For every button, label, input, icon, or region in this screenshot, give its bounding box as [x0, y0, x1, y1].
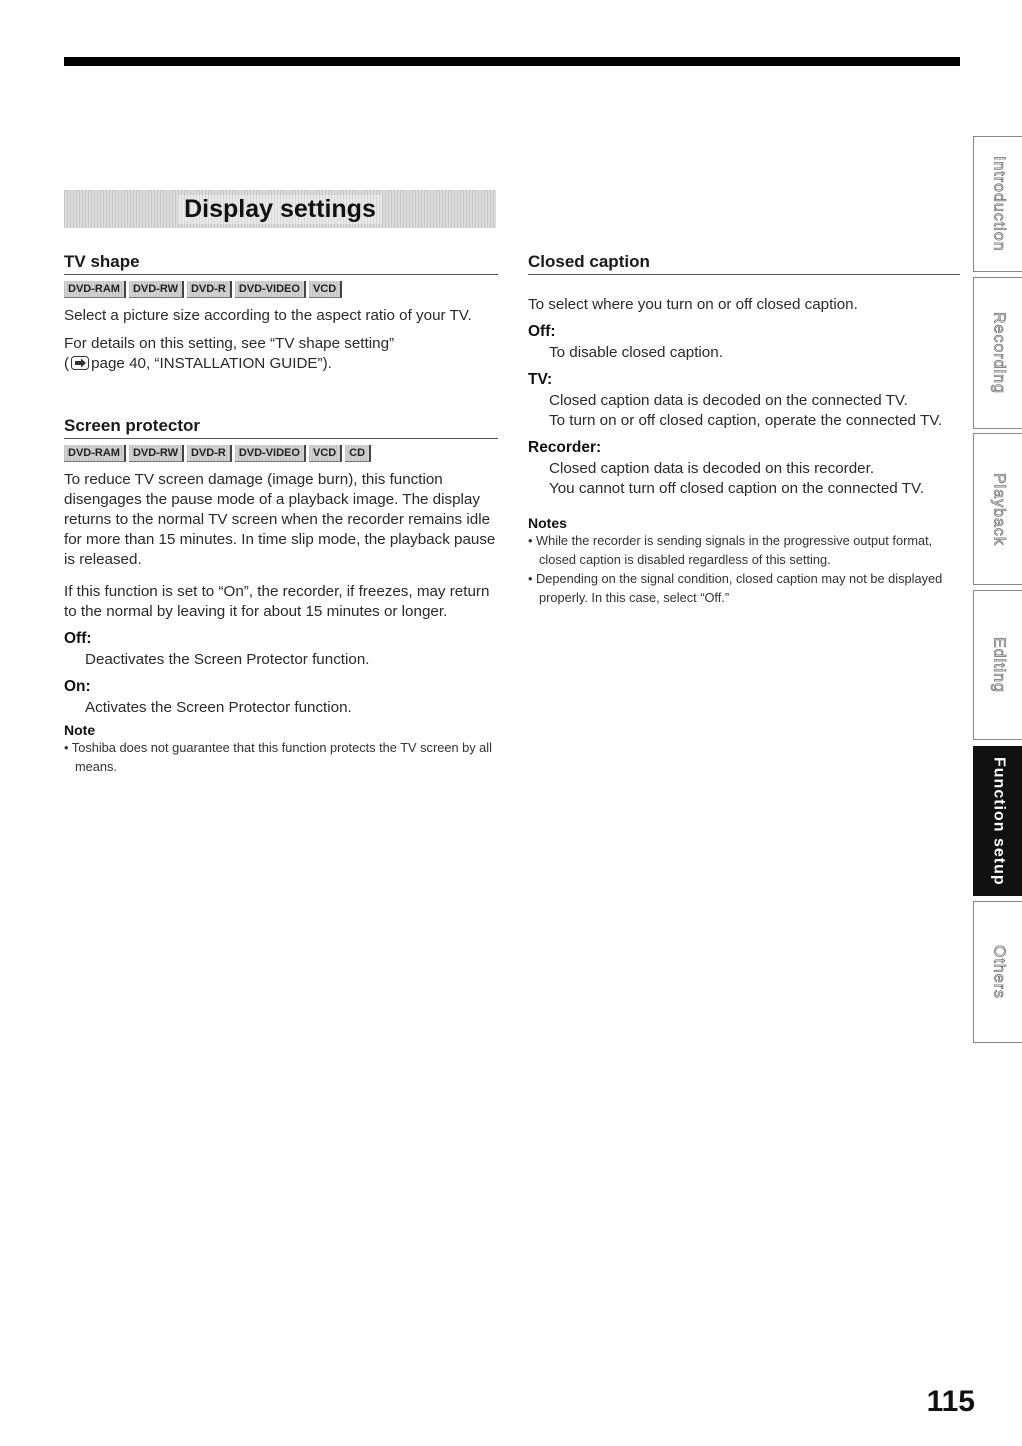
disc-badge-vcd: VCD: [309, 445, 342, 462]
tab-recording[interactable]: [973, 277, 1022, 429]
screen-protector-note-title: Note: [64, 722, 96, 738]
tv-shape-details-open: (: [64, 355, 70, 372]
page-reference-arrow-icon: [71, 356, 89, 370]
tab-introduction[interactable]: [973, 136, 1022, 272]
closed-caption-off-label: Off:: [528, 323, 556, 340]
disc-badge-cd: CD: [345, 445, 371, 462]
tab-function-setup[interactable]: [973, 746, 1022, 896]
tv-shape-disc-badges: [64, 281, 498, 298]
closed-caption-off-desc: To disable closed caption.: [549, 344, 723, 361]
tab-editing-label: Editing: [990, 637, 1008, 693]
tv-shape-details: [64, 334, 498, 374]
tab-editing[interactable]: [973, 590, 1022, 740]
closed-caption-note-2: • Depending on the signal condition, closed caption may not be displayed properly. In this case, select “Off.”: [528, 571, 943, 605]
disc-badge-dvd-ram: DVD-RAM: [64, 281, 126, 298]
screen-protector-off-label: Off:: [64, 630, 92, 647]
closed-caption-tv-desc-2: To turn on or off closed caption, operate the connected TV.: [549, 412, 943, 429]
disc-badge-dvd-r: DVD-R: [187, 445, 232, 462]
tv-shape-details-prefix: For details on this setting, see “TV shape setting”: [64, 335, 395, 352]
closed-caption-notes-title: Notes: [528, 515, 567, 531]
disc-badge-dvd-video: DVD-VIDEO: [235, 445, 306, 462]
closed-caption-tv-desc-1: Closed caption data is decoded on the connected TV.: [549, 392, 908, 409]
top-rule: [64, 57, 960, 66]
closed-caption-recorder-desc-1: Closed caption data is decoded on this recorder.: [549, 460, 875, 477]
left-column: [64, 252, 498, 776]
tab-introduction-label: Introduction: [990, 156, 1008, 252]
section-title-banner: [64, 190, 496, 228]
screen-protector-on-desc: Activates the Screen Protector function.: [85, 699, 352, 716]
screen-protector-disc-badges: [64, 445, 498, 462]
section-title: Display settings: [178, 195, 382, 224]
disc-badge-vcd: VCD: [309, 281, 342, 298]
screen-protector-off-desc: Deactivates the Screen Protector function.: [85, 651, 370, 668]
right-column: [528, 252, 960, 607]
screen-protector-on-label: On:: [64, 678, 91, 695]
closed-caption-heading: Closed caption: [528, 252, 960, 275]
tv-shape-description: Select a picture size according to the aspect ratio of your TV.: [64, 307, 472, 324]
tab-playback-label: Playback: [990, 472, 1008, 546]
disc-badge-dvd-video: DVD-VIDEO: [235, 281, 306, 298]
tv-shape-details-ref: page 40, “INSTALLATION GUIDE”).: [91, 355, 332, 372]
screen-protector-heading: Screen protector: [64, 416, 498, 439]
disc-badge-dvd-r: DVD-R: [187, 281, 232, 298]
tab-others-label: Others: [990, 944, 1008, 999]
disc-badge-dvd-rw: DVD-RW: [129, 445, 184, 462]
page-number: 115: [926, 1385, 975, 1418]
disc-badge-dvd-rw: DVD-RW: [129, 281, 184, 298]
tab-function-setup-label: Function setup: [990, 756, 1008, 886]
tv-shape-heading: TV shape: [64, 252, 498, 275]
screen-protector-note: • Toshiba does not guarantee that this function protects the TV screen by all means.: [64, 740, 492, 774]
disc-badge-dvd-ram: DVD-RAM: [64, 445, 126, 462]
closed-caption-note-1: • While the recorder is sending signals in the progressive output format, closed caption is disabled regardless of this setting.: [528, 533, 933, 567]
closed-caption-intro: To select where you turn on or off closed caption.: [528, 296, 858, 313]
screen-protector-freeze-info: If this function is set to “On”, the recorder, if freezes, may return to the normal by leaving it for about 15 minutes or longer.: [64, 583, 490, 620]
tab-others[interactable]: [973, 901, 1022, 1043]
closed-caption-tv-label: TV:: [528, 371, 553, 388]
closed-caption-recorder-desc-2: You cannot turn off closed caption on the connected TV.: [549, 480, 924, 497]
tab-recording-label: Recording: [990, 312, 1008, 394]
screen-protector-description: To reduce TV screen damage (image burn), this function disengages the pause mode of a playback image. The display returns to the normal TV screen when the recorder remains idle for more than 15 minutes. In time slip mode, the playback pause is released.: [64, 471, 496, 568]
closed-caption-recorder-label: Recorder:: [528, 439, 602, 456]
tab-playback[interactable]: [973, 433, 1022, 585]
